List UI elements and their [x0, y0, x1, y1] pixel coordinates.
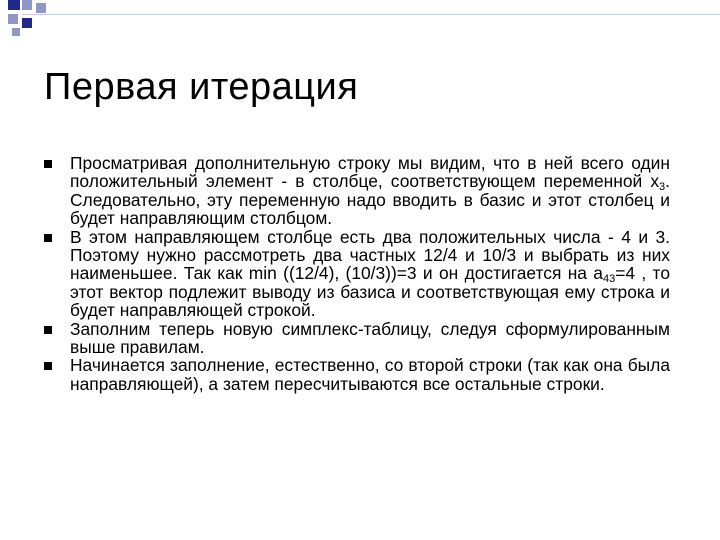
bullet-item [42, 356, 670, 393]
bullet-text [70, 320, 670, 357]
bullet-list [42, 154, 670, 393]
bullet-text [70, 154, 670, 228]
square-bullet-icon [44, 234, 52, 242]
slide-title: Первая итерация [44, 66, 359, 108]
deco-square-dark-2 [22, 18, 32, 28]
text-run: В этом направляющем столбце есть два положительных числа - 4 и 3. Поэтому нужно рассмотреть два частных 12/4 и 10/3 и выбрать из них наименьшее. Так как min ((12/4), (10/3))=3 и он достигается на a [70, 226, 670, 284]
text-run: . Следовательно, эту переменную надо вводить в базис и этот столбец и будет направляющим столбцом. [70, 171, 670, 229]
text-run: =4 , то этот вектор подлежит выводу из базиса и соответствующая ему строка и будет направляющей строкой. [70, 263, 670, 321]
square-bullet-icon [44, 160, 52, 168]
deco-square-light-2 [36, 3, 46, 13]
deco-horizontal-line [22, 14, 720, 15]
deco-square-light-1 [22, 0, 32, 10]
deco-square-light-4 [12, 28, 20, 36]
subscript-text: 3 [659, 181, 666, 194]
corner-squares-decoration [0, 0, 720, 40]
bullet-item [42, 320, 670, 357]
deco-square-dark-1 [8, 0, 20, 10]
square-bullet-icon [44, 362, 52, 370]
text-run: Начинается заполнение, естественно, со второй строки (так как она была направляющей), а затем пересчитываются все остальные строки. [70, 355, 670, 394]
bullet-item [42, 228, 670, 320]
bullet-text [70, 228, 670, 320]
bullet-item [42, 154, 670, 228]
text-run: Заполним теперь новую симплекс-таблицу, следуя сформулированным выше правилам. [70, 318, 670, 358]
text-run: Просматривая дополнительную строку мы видим, что в ней всего один положительный элемент - в столбце, соответствующем переменной x [70, 153, 670, 192]
subscript-text: 43 [602, 273, 616, 286]
bullet-text [70, 356, 670, 393]
square-bullet-icon [44, 326, 52, 334]
deco-square-light-3 [8, 14, 18, 24]
